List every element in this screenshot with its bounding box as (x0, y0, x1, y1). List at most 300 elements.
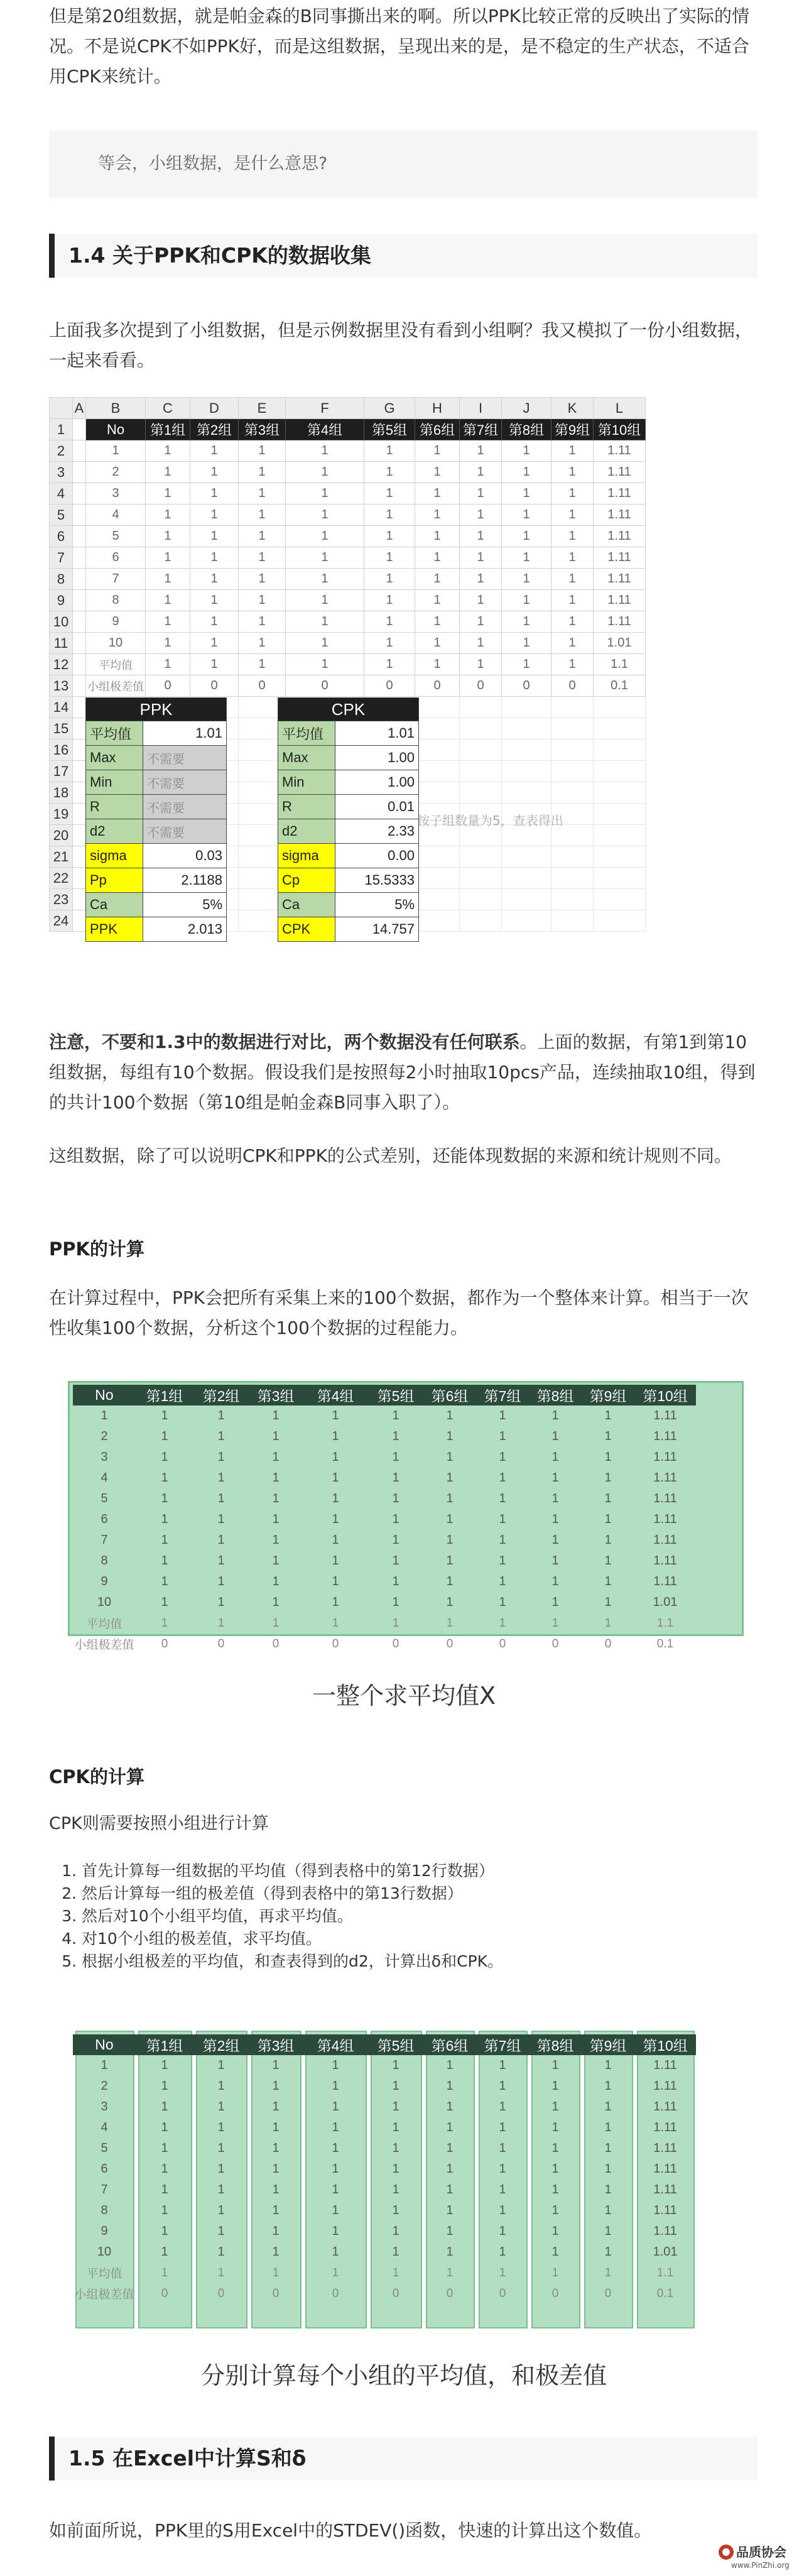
green-data-cell: 1 (161, 1471, 168, 1485)
sheet-data-cell: 1.11 (594, 590, 646, 611)
green-data-cell: 1 (551, 2141, 559, 2155)
green-range-cell: 0.1 (656, 2286, 674, 2300)
sheet-range-cell: 0 (502, 675, 551, 697)
cpk-calc-title: CPK (278, 698, 419, 721)
green-header-cell: 第6组 (423, 1385, 476, 1405)
sheet-cell (551, 761, 594, 782)
sheet-data-cell: 4 (86, 505, 146, 526)
sheet-cell (73, 569, 86, 590)
sheet-row-number: 8 (50, 569, 73, 590)
sheet-cell (73, 483, 86, 505)
green-data-cell: 1.11 (653, 2079, 677, 2093)
sheet-row-number: 4 (50, 483, 73, 505)
sheet-header-cell: No (86, 419, 146, 440)
sheet-cell (594, 825, 646, 846)
sheet-data-cell: 1 (286, 505, 364, 526)
sheet-data-cell: 8 (86, 590, 146, 611)
cpk-calc-label: CPK (278, 917, 335, 942)
cpk-calc-value: 2.33 (335, 819, 419, 844)
sheet-data-cell: 1 (146, 440, 190, 462)
green-data-cell: 1 (217, 2100, 225, 2114)
ppk-calc-label: 平均值 (86, 721, 143, 746)
green-data-cell: 1 (217, 2058, 225, 2072)
green-data-cell: 1 (446, 2162, 454, 2176)
sheet-col-letter: C (146, 398, 190, 419)
green-data-cell: 1 (217, 2245, 225, 2259)
sheet-cell (460, 868, 502, 889)
green-data-cell: 1 (551, 1595, 559, 1609)
green-data-cell: 1 (332, 1471, 339, 1485)
cpk-calc-table (278, 697, 419, 942)
sheet-data-cell: 1 (364, 462, 415, 483)
green-data-cell: 1 (217, 1429, 225, 1443)
sheet-cell (502, 910, 551, 932)
green-header-cell: 第10组 (634, 1385, 696, 1405)
green-data-cell: 1 (217, 2224, 225, 2238)
sheet-row-number: 7 (50, 547, 73, 569)
green-header-cell: No (73, 2034, 136, 2055)
sheet-header-cell: 第3组 (239, 419, 286, 440)
sheet-data-cell: 1 (415, 611, 460, 633)
green-header-cell: 第1组 (136, 1385, 193, 1405)
green-avg-cell: 1 (272, 1616, 280, 1630)
green-data-cell: 1 (551, 1575, 559, 1588)
green-data-cell: 1 (392, 1450, 399, 1464)
sheet-data-cell: 1 (460, 483, 502, 505)
green-header-cell: 第3组 (249, 2034, 303, 2055)
section15-paragraph (49, 2516, 758, 2546)
sheet-cell (594, 740, 646, 761)
sheet-cell (73, 825, 86, 846)
green-data-cell: 7 (100, 2183, 108, 2197)
ppk-calc-value: 2.013 (143, 917, 227, 942)
sheet-col-letter: B (86, 398, 146, 419)
green-data-cell: 1 (446, 2224, 454, 2238)
sheet-cell (551, 868, 594, 889)
sheet-col-letter: K (551, 398, 594, 419)
green-data-cell: 1 (217, 1492, 225, 1505)
sheet-cell (415, 718, 460, 740)
green-data-cell: 1 (392, 1429, 399, 1443)
cpk-step-item: 3. 然后对10个小组平均值，再求平均值。 (82, 1905, 758, 1928)
green-data-cell: 1 (499, 1533, 506, 1547)
sheet-row-number: 5 (50, 505, 73, 526)
sheet-cell (460, 910, 502, 932)
green-data-cell: 10 (97, 2245, 112, 2259)
sheet-cell (460, 846, 502, 868)
green-data-cell: 1 (332, 2100, 339, 2114)
green-data-cell: 1 (392, 2224, 399, 2238)
green-data-cell: 1 (272, 1409, 280, 1422)
sheet-data-cell: 1 (364, 505, 415, 526)
sheet-data-cell: 6 (86, 547, 146, 569)
sheet-data-cell: 1 (286, 483, 364, 505)
green-data-cell: 1 (392, 1512, 399, 1526)
note-rest: 。上面的数据，有第1到第10组数据，每组有10个数据。假设我们是按照每2小时抽取10pcs产品，连续抽取10组，得到的共计100个数据（第10组是帕金森B同事入职了）。 (49, 1032, 756, 1113)
sheet-col-letter: A (73, 398, 86, 419)
sheet-data-cell: 1 (415, 483, 460, 505)
green-data-cell: 1 (272, 2162, 280, 2176)
green-data-cell: 1 (604, 1492, 612, 1505)
sheet-cell (73, 419, 86, 440)
green-data-cell: 1 (499, 1595, 506, 1609)
green-header-cell: 第5组 (368, 1385, 423, 1405)
ppk-calc-value: 不需要 (143, 770, 227, 795)
sheet-cell (73, 440, 86, 462)
green-avg-cell: 1 (604, 2266, 612, 2279)
green-data-cell: 1 (499, 1429, 506, 1443)
cpk-calc-value: 1.00 (335, 746, 419, 770)
sheet-data-cell: 1 (460, 569, 502, 590)
sheet-cell (415, 910, 460, 932)
sheet-cell (73, 462, 86, 483)
green-range-cell: 0 (392, 1637, 399, 1651)
green-data-cell: 1 (551, 2058, 559, 2072)
green-range-cell: 0 (332, 2286, 339, 2300)
green-data-cell: 1.11 (653, 1492, 677, 1505)
green-range-cell: 0 (446, 1637, 454, 1651)
green-data-cell: 1 (604, 2058, 612, 2072)
green-data-cell: 1 (499, 2203, 506, 2217)
section-title: 1.4 关于PPK和CPK的数据收集 (68, 243, 371, 268)
green-data-cell: 1 (392, 2141, 399, 2155)
sheet-avg-cell: 1 (239, 654, 286, 675)
cpk-caption: 分别计算每个小组的平均值，和极差值 (200, 2362, 607, 2389)
sheet-cell (73, 718, 86, 740)
section15-title: 1.5 在Excel中计算S和δ (68, 2446, 307, 2470)
intro-paragraph (49, 1, 758, 92)
green-data-cell: 1 (217, 2120, 225, 2134)
sheet-data-cell: 1.11 (594, 569, 646, 590)
green-avg-cell: 1 (217, 2266, 225, 2279)
section15-text: 如前面所说，PPK里的S用Excel中的STDEV()函数，快速的计算出这个数值。 (49, 2520, 652, 2541)
sheet-range-cell: 0 (415, 675, 460, 697)
cpk-calc-label: 平均值 (278, 721, 335, 746)
green-data-cell: 1 (392, 2100, 399, 2114)
sheet-data-cell: 1 (146, 483, 190, 505)
green-data-cell: 1 (499, 1512, 506, 1526)
green-data-cell: 1 (217, 1575, 225, 1588)
green-data-cell: 1 (332, 2079, 339, 2093)
sheet-row-number: 12 (50, 654, 73, 675)
sheet-data-cell: 1 (502, 483, 551, 505)
sheet-row-number: 10 (50, 611, 73, 633)
ppk-calc-value: 不需要 (143, 795, 227, 819)
sheet-data-cell: 1 (146, 569, 190, 590)
sheet-data-cell: 1 (190, 590, 239, 611)
sheet-data-cell: 1.11 (594, 526, 646, 547)
green-range-cell: 0 (551, 1637, 559, 1651)
note-paragraph (49, 1027, 758, 1118)
sheet-cell (73, 611, 86, 633)
sheet-header-cell: 第10组 (594, 419, 646, 440)
sheet-data-cell: 1 (502, 462, 551, 483)
green-data-cell: 1.11 (653, 2183, 677, 2197)
green-avg-cell: 1 (161, 1616, 168, 1630)
green-data-cell: 1 (272, 1575, 280, 1588)
green-data-cell: 1 (499, 2224, 506, 2238)
green-header-cell: 第4组 (303, 1385, 368, 1405)
green-data-cell: 1 (272, 1429, 280, 1443)
green-header-cell: 第8组 (529, 1385, 582, 1405)
sheet-data-cell: 1 (364, 440, 415, 462)
green-data-cell: 1 (499, 2141, 506, 2155)
green-range-cell: 0 (272, 1637, 280, 1651)
green-data-cell: 4 (100, 1471, 108, 1485)
green-data-cell: 1 (499, 1409, 506, 1422)
green-avg-cell: 1 (272, 2266, 280, 2279)
green-data-cell: 1 (100, 1409, 108, 1422)
sheet-data-cell: 1 (551, 633, 594, 654)
sheet-data-cell: 1 (502, 590, 551, 611)
ppk-calc-heading: PPK的计算 (49, 1238, 144, 1260)
green-data-cell: 7 (100, 1533, 108, 1547)
green-data-cell: 1 (272, 2100, 280, 2114)
sheet-cell (551, 782, 594, 804)
sheet-data-cell: 1 (502, 547, 551, 569)
sheet-avg-cell: 1 (460, 654, 502, 675)
sheet-header-cell: 第8组 (502, 419, 551, 440)
green-data-cell: 1 (446, 1450, 454, 1464)
source-paragraph (49, 1141, 758, 1171)
green-data-cell: 1 (551, 2120, 559, 2134)
green-data-cell: 1 (332, 2245, 339, 2259)
watermark-cn: 品质协会 (736, 2545, 786, 2560)
green-data-cell: 1 (161, 2100, 168, 2114)
green-data-cell: 1 (551, 2224, 559, 2238)
green-data-cell: 1 (604, 1471, 612, 1485)
green-data-cell: 1 (604, 1575, 612, 1588)
sheet-row-number: 16 (50, 740, 73, 761)
sheet-cell (594, 718, 646, 740)
section14-paragraph (49, 315, 758, 376)
green-data-cell: 1 (332, 2224, 339, 2238)
sheet-cell (551, 910, 594, 932)
green-data-cell: 1 (217, 2079, 225, 2093)
sheet-data-cell: 1 (415, 590, 460, 611)
green-data-cell: 1 (272, 1512, 280, 1526)
green-data-cell: 1 (604, 2224, 612, 2238)
sheet-col-letter: G (364, 398, 415, 419)
sheet-data-cell: 1 (502, 569, 551, 590)
green-data-cell: 1 (392, 1471, 399, 1485)
green-data-cell: 1 (272, 2058, 280, 2072)
green-data-cell: 1 (604, 2162, 612, 2176)
ppk-calc-label: Max (86, 746, 143, 770)
sheet-cell (73, 868, 86, 889)
sheet-data-cell: 1.11 (594, 547, 646, 569)
green-data-cell: 1 (499, 2245, 506, 2259)
green-data-cell: 1 (446, 2183, 454, 2197)
sheet-col-letter: E (239, 398, 286, 419)
green-data-cell: 3 (100, 1450, 108, 1464)
cpk-calc-value: 1.01 (335, 721, 419, 746)
green-data-cell: 1 (551, 1429, 559, 1443)
cpk-step-item: 4. 对10个小组的极差值，求平均值。 (82, 1928, 758, 1950)
cpk-table (73, 2034, 696, 2304)
sheet-row-number: 15 (50, 718, 73, 740)
green-data-cell: 2 (100, 1429, 108, 1443)
green-data-cell: 1.11 (653, 1409, 677, 1422)
green-data-cell: 1 (272, 2203, 280, 2217)
sheet-cell (551, 889, 594, 910)
sheet-cell (502, 761, 551, 782)
green-data-cell: 1 (604, 1450, 612, 1464)
sheet-data-cell: 1 (146, 633, 190, 654)
sheet-data-cell: 3 (86, 483, 146, 505)
sheet-cell (415, 740, 460, 761)
sheet-cell (460, 697, 502, 718)
green-range-cell: 小组极差值 (74, 1639, 134, 1652)
green-data-cell: 1 (604, 2141, 612, 2155)
green-data-cell: 1 (446, 1595, 454, 1609)
sheet-data-cell: 1 (551, 547, 594, 569)
sheet-cell (594, 868, 646, 889)
green-data-cell: 1 (100, 2058, 108, 2072)
sheet-cell (594, 910, 646, 932)
green-data-cell: 1 (446, 2079, 454, 2093)
green-data-cell: 1 (332, 1492, 339, 1505)
green-data-cell: 1 (161, 1595, 168, 1609)
sheet-row-number: 3 (50, 462, 73, 483)
green-data-cell: 1 (272, 2141, 280, 2155)
green-data-cell: 1.11 (653, 2120, 677, 2134)
sheet-avg-cell: 1 (190, 654, 239, 675)
sheet-cell (73, 761, 86, 782)
green-data-cell: 1 (217, 1471, 225, 1485)
sheet-row-number: 18 (50, 782, 73, 804)
cpk-calc-value: 14.757 (335, 917, 419, 942)
ppk-calc-paragraph (49, 1283, 758, 1343)
ppk-calc-label: R (86, 795, 143, 819)
green-data-cell: 1 (332, 2183, 339, 2197)
green-data-cell: 1 (217, 2203, 225, 2217)
green-header-cell: 第10组 (634, 2034, 696, 2055)
green-header-cell: 第5组 (368, 2034, 423, 2055)
quote-text: 等会，小组数据，是什么意思? (98, 154, 328, 173)
sheet-range-cell: 0 (460, 675, 502, 697)
cpk-step-item: 1. 首先计算每一组数据的平均值（得到表格中的第12行数据） (82, 1860, 758, 1882)
ppk-table (73, 1385, 696, 1654)
green-data-cell: 1 (161, 2183, 168, 2197)
green-avg-cell: 1.1 (656, 1616, 674, 1630)
sheet-data-cell: 1.11 (594, 462, 646, 483)
green-data-cell: 1 (446, 2058, 454, 2072)
sheet-data-cell: 1 (190, 462, 239, 483)
sheet-avg-cell: 1 (502, 654, 551, 675)
green-avg-cell: 1 (446, 1616, 454, 1630)
sheet-data-cell: 1 (551, 611, 594, 633)
sheet-range-cell: 0 (146, 675, 190, 697)
section-heading-1-5 (49, 2437, 758, 2480)
green-data-cell: 1 (499, 2079, 506, 2093)
sheet-data-cell: 1 (460, 633, 502, 654)
sheet-data-cell: 1 (364, 633, 415, 654)
green-data-cell: 1 (161, 2245, 168, 2259)
green-data-cell: 1 (551, 2100, 559, 2114)
sheet-cell (551, 697, 594, 718)
green-data-cell: 1 (272, 2079, 280, 2093)
sheet-data-cell: 1 (551, 462, 594, 483)
green-data-cell: 1 (499, 2120, 506, 2134)
green-data-cell: 1 (604, 2079, 612, 2093)
green-data-cell: 1 (161, 1512, 168, 1526)
green-data-cell: 1 (272, 1492, 280, 1505)
sheet-row-number: 21 (50, 846, 73, 868)
sheet-data-cell: 1 (146, 611, 190, 633)
green-data-cell: 1 (446, 2203, 454, 2217)
green-avg-cell: 1 (499, 2266, 506, 2279)
green-data-cell: 1 (272, 2183, 280, 2197)
cpk-calc-heading: CPK的计算 (49, 1766, 145, 1787)
green-data-cell: 1.01 (653, 2245, 678, 2259)
green-data-cell: 1 (161, 2203, 168, 2217)
green-data-cell: 1 (332, 2203, 339, 2217)
green-header-cell: 第4组 (303, 2034, 368, 2055)
sheet-data-cell: 1 (502, 633, 551, 654)
sheet-cell (502, 868, 551, 889)
sheet-cell (594, 804, 646, 825)
sheet-cell (551, 846, 594, 868)
ppk-calc-value: 1.01 (143, 721, 227, 746)
green-data-cell: 1 (272, 1471, 280, 1485)
sheet-row-number: 19 (50, 804, 73, 825)
green-data-cell: 1 (446, 1533, 454, 1547)
green-data-cell: 1 (551, 2079, 559, 2093)
green-range-cell: 0 (217, 2286, 225, 2300)
sheet-data-cell: 1 (146, 590, 190, 611)
green-data-cell: 1 (392, 2162, 399, 2176)
green-range-cell: 0 (161, 2286, 168, 2300)
sheet-data-cell: 1 (364, 611, 415, 633)
sheet-cell (460, 740, 502, 761)
sheet-data-cell: 1 (190, 483, 239, 505)
sheet-row-number: 1 (50, 419, 73, 440)
sheet-data-cell: 1 (415, 440, 460, 462)
sheet-range-cell: 0 (286, 675, 364, 697)
sheet-data-cell: 1 (286, 526, 364, 547)
green-data-cell: 1 (332, 1575, 339, 1588)
green-data-cell: 1.11 (653, 2224, 677, 2238)
green-range-cell: 0 (272, 2286, 280, 2300)
sheet-data-cell: 1 (502, 440, 551, 462)
sheet-data-cell: 1 (551, 505, 594, 526)
green-data-cell: 1 (499, 2058, 506, 2072)
sheet-data-cell: 1 (190, 547, 239, 569)
sheet-cell (460, 718, 502, 740)
sheet-row-number: 13 (50, 675, 73, 697)
green-data-cell: 1 (551, 1512, 559, 1526)
sheet-data-cell: 1 (460, 611, 502, 633)
green-header-cell: 第1组 (136, 2034, 193, 2055)
green-data-cell: 1 (217, 1409, 225, 1422)
sheet-data-cell: 1 (286, 590, 364, 611)
sheet-avg-cell: 1 (415, 654, 460, 675)
ppk-figure (68, 1381, 784, 1710)
green-data-cell: 1 (392, 2079, 399, 2093)
sheet-data-cell: 10 (86, 633, 146, 654)
sheet-data-cell: 1 (239, 505, 286, 526)
green-avg-cell: 平均值 (86, 1618, 122, 1631)
sheet-cell (73, 675, 86, 697)
sheet-data-cell: 2 (86, 462, 146, 483)
sheet-cell (73, 654, 86, 675)
sheet-data-cell: 1 (364, 569, 415, 590)
sheet-data-cell: 1 (146, 505, 190, 526)
green-data-cell: 5 (100, 2141, 108, 2155)
sheet-row-number: 20 (50, 825, 73, 846)
sheet-col-letter: I (460, 398, 502, 419)
